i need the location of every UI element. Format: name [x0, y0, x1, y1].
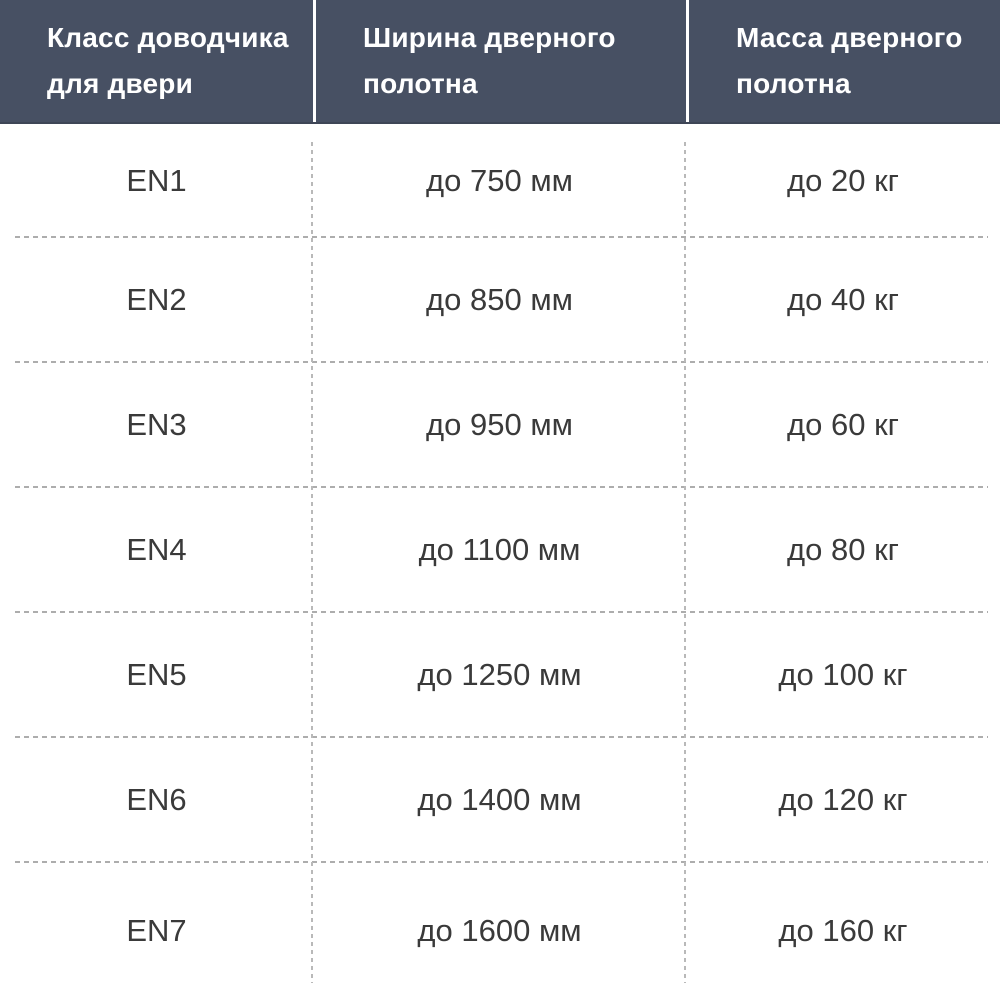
cell-door-mass: до 120 кг	[778, 781, 908, 817]
row-divider	[15, 486, 988, 488]
row-divider	[15, 736, 988, 738]
cell-door-mass: до 100 кг	[778, 656, 908, 692]
cell-door-mass: до 40 кг	[787, 281, 899, 317]
cell-door-width: до 1400 мм	[417, 781, 582, 817]
row-divider	[15, 611, 988, 613]
cell-closer-class: EN5	[126, 656, 187, 692]
cell-door-width: до 850 мм	[426, 281, 573, 317]
table-row-en2	[0, 237, 1000, 362]
table-row-en5	[0, 612, 1000, 737]
header-cell-closer-class: Класс доводчика для двери	[47, 22, 289, 99]
cell-door-mass: до 20 кг	[787, 162, 899, 198]
cell-closer-class: EN2	[126, 281, 187, 317]
table-row-en3	[0, 362, 1000, 487]
column-divider-2	[684, 142, 686, 983]
cell-closer-class: EN7	[126, 913, 187, 948]
table-row-en1	[0, 124, 1000, 237]
cell-door-width: до 950 мм	[426, 406, 573, 442]
table-row-en4	[0, 487, 1000, 612]
cell-door-width: до 750 мм	[426, 162, 573, 198]
cell-closer-class: EN4	[126, 531, 187, 567]
table-body	[0, 124, 1000, 1000]
cell-closer-class: EN6	[126, 781, 187, 817]
row-divider	[15, 861, 988, 863]
cell-door-mass: до 80 кг	[787, 531, 899, 567]
column-divider-1	[311, 142, 313, 983]
cell-closer-class: EN1	[126, 162, 187, 198]
cell-closer-class: EN3	[126, 406, 187, 442]
header-cell-door-width: Ширина дверного полотна	[313, 0, 686, 122]
cell-door-mass: до 160 кг	[778, 913, 908, 948]
cell-door-width: до 1100 мм	[418, 531, 581, 567]
row-divider	[15, 236, 988, 238]
header-cell-door-mass: Масса дверного полотна	[686, 0, 1000, 122]
table-row-en6	[0, 737, 1000, 862]
table-row-en7	[0, 862, 1000, 1000]
table-header-row	[0, 0, 1000, 124]
cell-door-width: до 1250 мм	[417, 656, 582, 692]
cell-door-width: до 1600 мм	[417, 913, 582, 948]
row-divider	[15, 361, 988, 363]
cell-door-mass: до 60 кг	[787, 406, 899, 442]
